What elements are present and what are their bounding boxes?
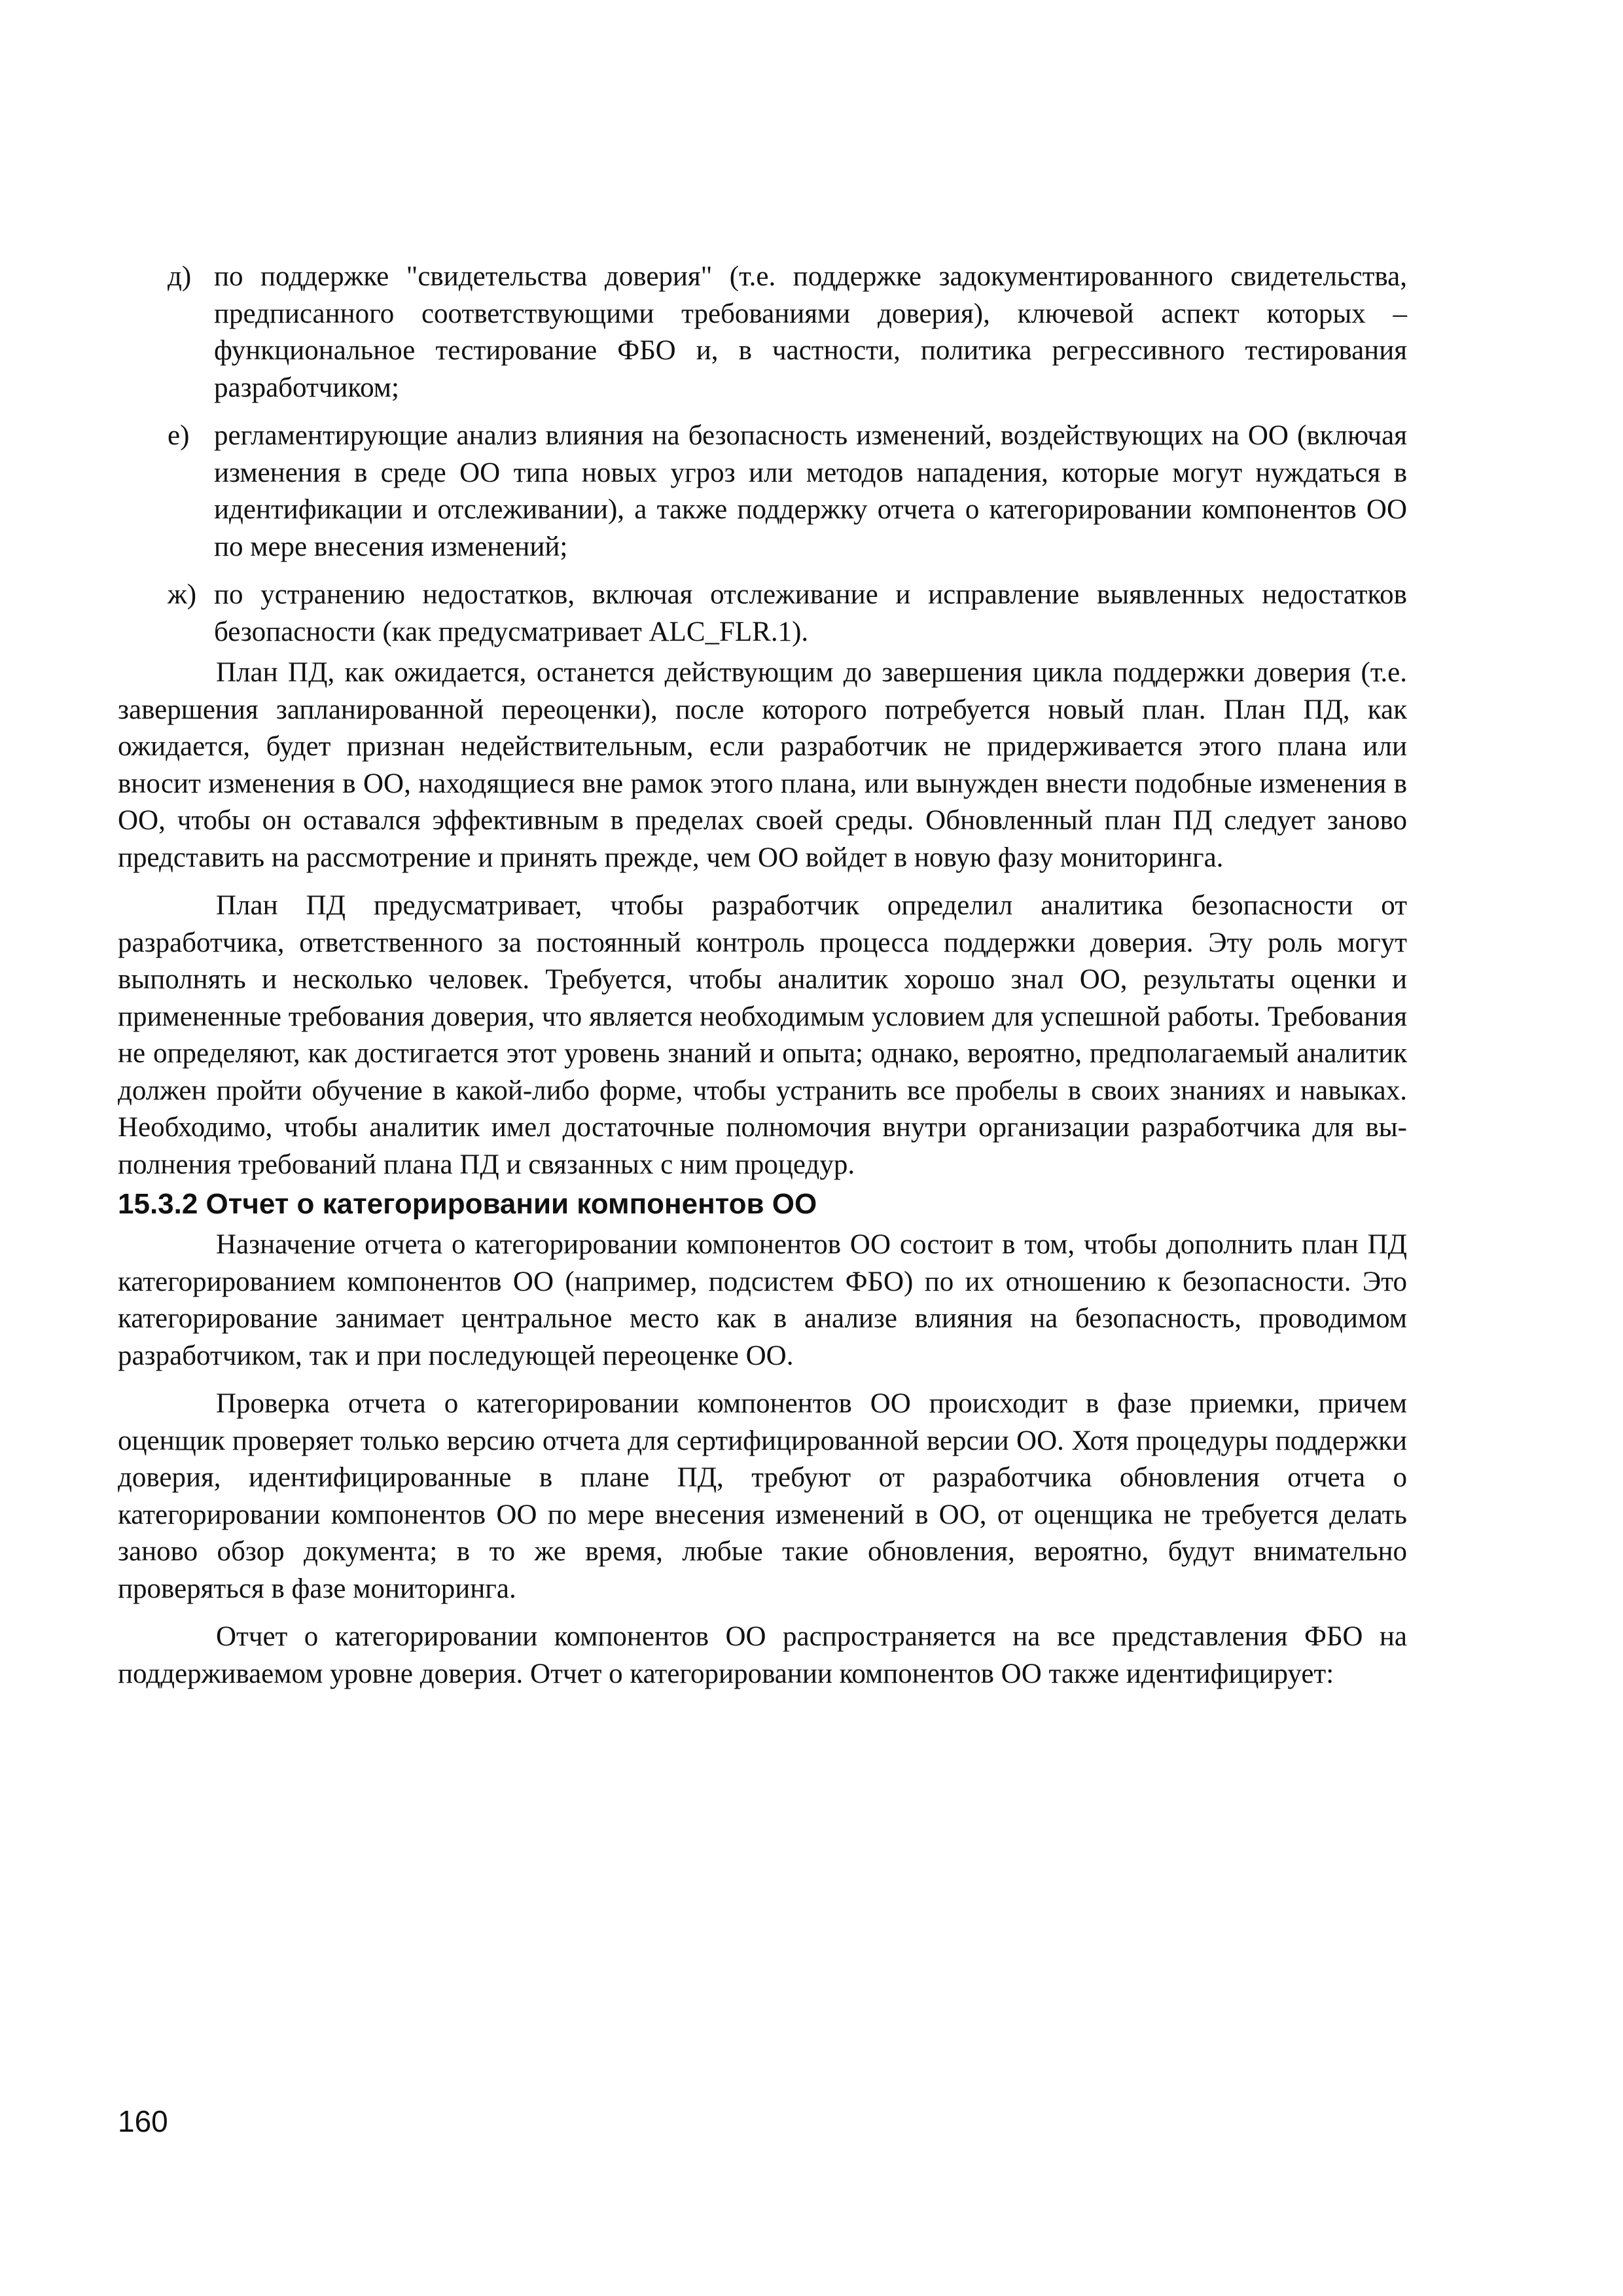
paragraph: Отчет о категорировании компонентов ОО распространяется на все представления ФБО на поддерживаемом уровне доверия. Отчет о категорировании компонентов ОО также идентифицирует: bbox=[118, 1621, 1407, 1689]
section-heading: 15.3.2 Отчет о категорировании компонентов ОО bbox=[118, 1188, 817, 1220]
paragraph: Назначение отчета о категорировании компонентов ОО состоит в том, чтобы дополнить план ПД категорированием компонентов ОО (например, подсистем ФБО) по их отношению к безопасности. Это категорирование занимает центральное место как в анализе влияния на безопасность, проводимом разработчиком, так и при последующей переоценке ОО. bbox=[118, 1229, 1407, 1371]
list-item bbox=[118, 577, 1407, 651]
page-number: 160 bbox=[118, 2104, 168, 2138]
paragraph: План ПД, как ожидается, останется действующим до завершения цикла поддержки доверия (т.е. завершения запланированной переоценки), после которого потребуется новый план. План ПД, как ожидается, будет признан недействительным, если разработчик не придерживается этого плана или вносит изменения в ОО, находящиеся вне рамок этого плана, или вынужден внести подобные изменения в ОО, чтобы он оставался эффективным в пределах своей среды. Обновленный план ПД следует заново представить на рассмотрение и принять прежде, чем ОО войдет в новую фазу мониторинга. bbox=[118, 657, 1407, 873]
list-marker: ж) bbox=[168, 579, 197, 610]
paragraph: План ПД предусматривает, чтобы разработчик определил аналитика безопасности от разработчика, ответственного за постоянный контроль процесса поддержки доверия. Эту роль могут выполнять и несколько человек. Требуется, чтобы аналитик хорошо знал ОО, результаты оценки и примененные требования доверия, что является необходимым условием для успешной работы. Требования не определяют, как достигается этот уровень знаний и опыта; однако, вероятно, предполагаемый аналитик должен пройти обучение в какой-либо форме, чтобы устранить все пробелы в своих знаниях и навыках. Необходимо, чтобы аналитик имел достаточные полномочия внутри организации разработчика для выполнения требований плана ПД и связанных с ним процедур. bbox=[118, 890, 1407, 1180]
list-marker: д) bbox=[168, 261, 192, 292]
body-text bbox=[118, 259, 1407, 1704]
list-marker: е) bbox=[168, 420, 190, 451]
list-item-text: по устранению недостатков, включая отслеживание и исправление выявленных недостатков безопасности (как предусматривает ALC_FLR.1). bbox=[214, 579, 1407, 647]
paragraph: Проверка отчета о категорировании компонентов ОО происходит в фазе приемки, причем оценщик проверяет только версию отчета для сертифицированной версии ОО. Хотя процедуры поддержки доверия, идентифицированные в плане ПД, требуют от разработчика обновления отчета о категорировании компонентов ОО по мере внесения изменений в ОО, от оценщика не требуется делать заново обзор документа; в то же время, любые такие обновления, вероятно, будут внимательно проверяться в фазе мониторинга. bbox=[118, 1388, 1407, 1604]
list-item bbox=[118, 259, 1407, 406]
list-item bbox=[118, 418, 1407, 565]
list-item-text: регламентирующие анализ влияния на безопасность изменений, воздействующих на ОО (включая изменения в среде ОО типа новых угроз или методов нападения, которые могут нуждаться в идентификации и отслеживании), а также поддержку отчета о категорировании компонентов ОО по мере внесения изменений; bbox=[214, 420, 1407, 562]
list-item-text: по поддержке "свидетельства доверия" (т.е. поддержке задокументированного свидетельства, предписанного соответствующими требованиями доверия), ключевой аспект которых – функциональное тестирование ФБО и, в частности, политика регрессивного тестирования разработчиком; bbox=[214, 261, 1407, 403]
